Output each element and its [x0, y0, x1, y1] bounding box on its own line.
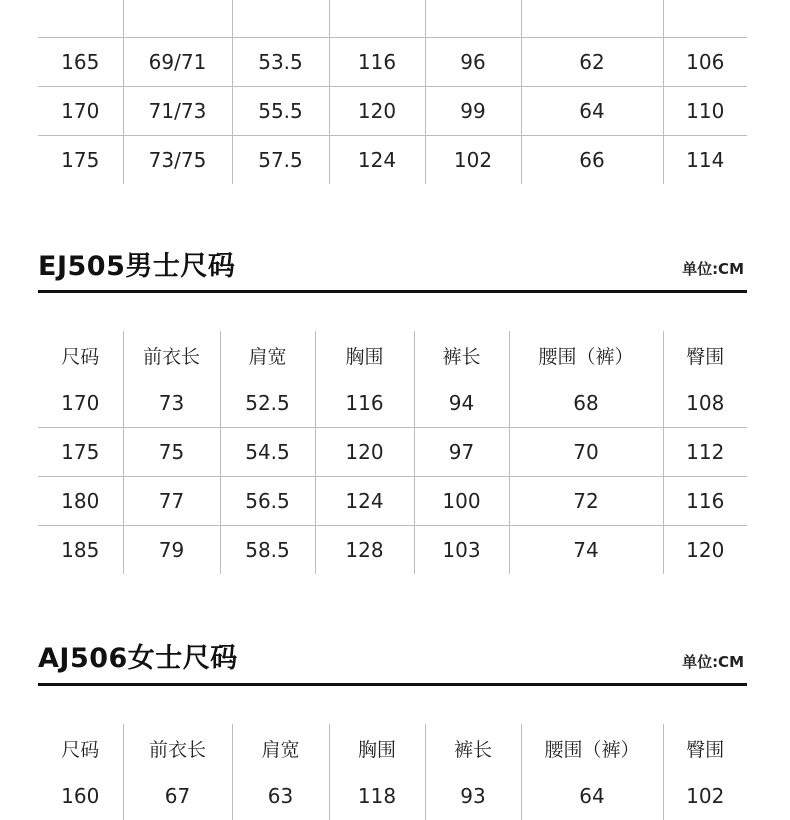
cell: 72	[509, 477, 663, 526]
column-header: 前衣长	[123, 724, 232, 772]
cell: 64	[521, 772, 663, 820]
cell: 102	[425, 136, 521, 185]
cell: 55.5	[232, 87, 329, 136]
women-title-divider	[38, 683, 747, 686]
cell: 99	[425, 87, 521, 136]
table-row	[38, 379, 747, 428]
table-row	[38, 38, 747, 87]
cell: 73/75	[123, 136, 232, 185]
cell: 110	[663, 87, 747, 136]
cell: 64	[521, 87, 663, 136]
cell: 63	[232, 772, 329, 820]
table-row	[38, 136, 747, 185]
cell: 97	[414, 428, 509, 477]
column-header: 胸围	[329, 724, 425, 772]
cell: 103	[414, 526, 509, 575]
cell: 185	[38, 526, 123, 575]
men-size-table	[38, 331, 747, 574]
cell: 74	[509, 526, 663, 575]
table-header-row	[38, 724, 747, 772]
cell: 96	[425, 38, 521, 87]
men-unit-label: 单位:CM	[682, 260, 744, 278]
table-row	[38, 526, 747, 575]
cell: 67	[123, 772, 232, 820]
cell: 175	[38, 136, 123, 185]
column-header: 腰围（裤）	[509, 331, 663, 379]
table-header-row	[38, 331, 747, 379]
cell: 114	[663, 136, 747, 185]
cell: 75	[123, 428, 220, 477]
cell: 54.5	[220, 428, 315, 477]
cell: 124	[329, 136, 425, 185]
table-row	[38, 477, 747, 526]
cell: 112	[663, 428, 747, 477]
top-size-table	[38, 0, 747, 184]
column-header: 尺码	[38, 331, 123, 379]
cell: 53.5	[232, 38, 329, 87]
cell: 66	[521, 136, 663, 185]
cell: 170	[38, 379, 123, 428]
cell: 160	[38, 772, 123, 820]
cell: 77	[123, 477, 220, 526]
men-size-title: EJ505男士尺码	[38, 251, 236, 282]
cell: 175	[38, 428, 123, 477]
cell: 79	[123, 526, 220, 575]
cell: 106	[663, 38, 747, 87]
cell: 120	[329, 87, 425, 136]
cell: 124	[315, 477, 414, 526]
column-header: 臀围	[663, 724, 747, 772]
table-row	[38, 428, 747, 477]
column-header: 肩宽	[220, 331, 315, 379]
column-header: 肩宽	[232, 724, 329, 772]
cell: 108	[663, 379, 747, 428]
column-header: 胸围	[315, 331, 414, 379]
women-size-table	[38, 724, 747, 820]
cell: 102	[663, 772, 747, 820]
cell: 120	[663, 526, 747, 575]
cell: 62	[521, 38, 663, 87]
cell: 118	[329, 772, 425, 820]
cell: 56.5	[220, 477, 315, 526]
column-header: 臀围	[663, 331, 747, 379]
cell: 116	[663, 477, 747, 526]
cell: 165	[38, 38, 123, 87]
cell: 180	[38, 477, 123, 526]
cell: 73	[123, 379, 220, 428]
cell: 69/71	[123, 38, 232, 87]
cell: 71/73	[123, 87, 232, 136]
column-header: 前衣长	[123, 331, 220, 379]
table-row-top-partial	[38, 0, 747, 38]
cell: 116	[329, 38, 425, 87]
cell: 120	[315, 428, 414, 477]
cell: 70	[509, 428, 663, 477]
column-header: 裤长	[414, 331, 509, 379]
women-size-title: AJ506女士尺码	[38, 643, 238, 674]
table-row	[38, 87, 747, 136]
women-unit-label: 单位:CM	[682, 653, 744, 671]
cell: 100	[414, 477, 509, 526]
cell: 94	[414, 379, 509, 428]
table-row	[38, 772, 747, 820]
cell: 68	[509, 379, 663, 428]
cell: 116	[315, 379, 414, 428]
cell: 93	[425, 772, 521, 820]
cell: 52.5	[220, 379, 315, 428]
men-title-divider	[38, 290, 747, 293]
cell: 128	[315, 526, 414, 575]
cell: 57.5	[232, 136, 329, 185]
column-header: 裤长	[425, 724, 521, 772]
column-header: 腰围（裤）	[521, 724, 663, 772]
column-header: 尺码	[38, 724, 123, 772]
cell: 58.5	[220, 526, 315, 575]
cell: 170	[38, 87, 123, 136]
